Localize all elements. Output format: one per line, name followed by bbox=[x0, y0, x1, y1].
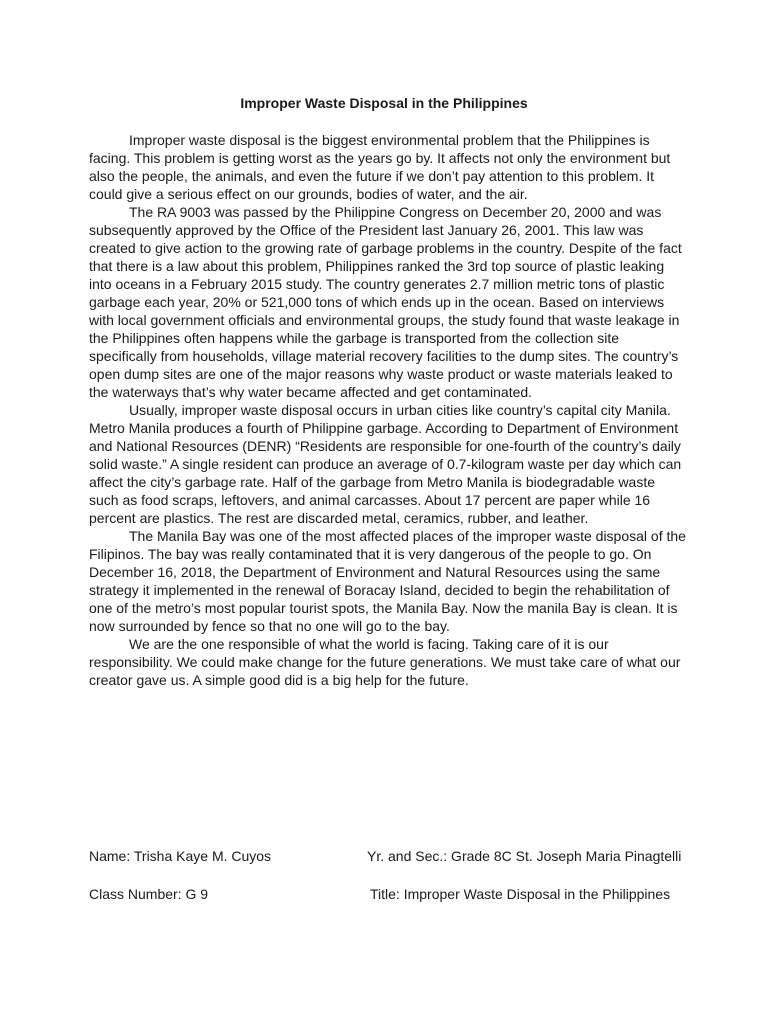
paragraph-3: Usually, improper waste disposal occurs in urban cities like country’s capital city Manila. Metro Manila produces a fourth of Philippine garbage. According to Department of Environment and National Resources (DENR) “Residents are responsible for one-fourth of the country’s daily solid waste.” A single resident can produce an average of 0.7-kilogram waste per day which can affect the city’s garbage rate. Half of the garbage from Metro Manila is biodegradable waste such as food scraps, leftovers, and animal carcasses. About 17 percent are paper while 16 percent are plastics. The rest are discarded metal, ceramics, rubber, and leather. bbox=[89, 402, 682, 526]
footer-title: Title: Improper Waste Disposal in the Philippines bbox=[370, 886, 671, 902]
class-number: Class Number: G 9 bbox=[89, 886, 209, 902]
document-body bbox=[89, 131, 687, 689]
document-title: Improper Waste Disposal in the Philippines bbox=[240, 95, 528, 111]
paragraph-1: Improper waste disposal is the biggest environmental problem that the Philippines is facing. This problem is getting worst as the years go by. It affects not only the environment but also the people, the animals, and even the future if we don’t pay attention to this problem. It could give a serious effect on our grounds, bodies of water, and the air. bbox=[89, 132, 671, 202]
year-and-section: Yr. and Sec.: Grade 8C St. Joseph Maria Pinagtelli bbox=[367, 848, 682, 864]
paragraph-5: We are the one responsible of what the world is facing. Taking care of it is our responsibility. We could make change for the future generations. We must take care of what our creator gave us. A simple good did is a big help for the future. bbox=[89, 636, 681, 688]
paragraph-2: The RA 9003 was passed by the Philippine Congress on December 20, 2000 and was subsequently approved by the Office of the President last January 26, 2001. This law was created to give action to the growing rate of garbage problems in the country. Despite of the fact that there is a law about this problem, Philippines ranked the 3rd top source of plastic leaking into oceans in a February 2015 study. The country generates 2.7 million metric tons of plastic garbage each year, 20% or 521,000 tons of which ends up in the ocean. Based on interviews with local government officials and environmental groups, the study found that waste leakage in the Philippines often happens while the garbage is transported from the collection site specifically from households, village material recovery facilities to the dump sites. The country’s open dump sites are one of the major reasons why waste product or waste materials leaked to the waterways that’s why water became affected and get contaminated. bbox=[89, 204, 682, 400]
student-name: Name: Trisha Kaye M. Cuyos bbox=[89, 848, 272, 864]
paragraph-4: The Manila Bay was one of the most affected places of the improper waste disposal of the Filipinos. The bay was really contaminated that it is very dangerous of the people to go. On December 16, 2018, the Department of Environment and Natural Resources using the same strategy it implemented in the renewal of Boracay Island, decided to begin the rehabilitation of one of the metro’s most popular tourist spots, the Manila Bay. Now the manila Bay is clean. It is now surrounded by fence so that no one will go to the bay. bbox=[89, 528, 686, 634]
